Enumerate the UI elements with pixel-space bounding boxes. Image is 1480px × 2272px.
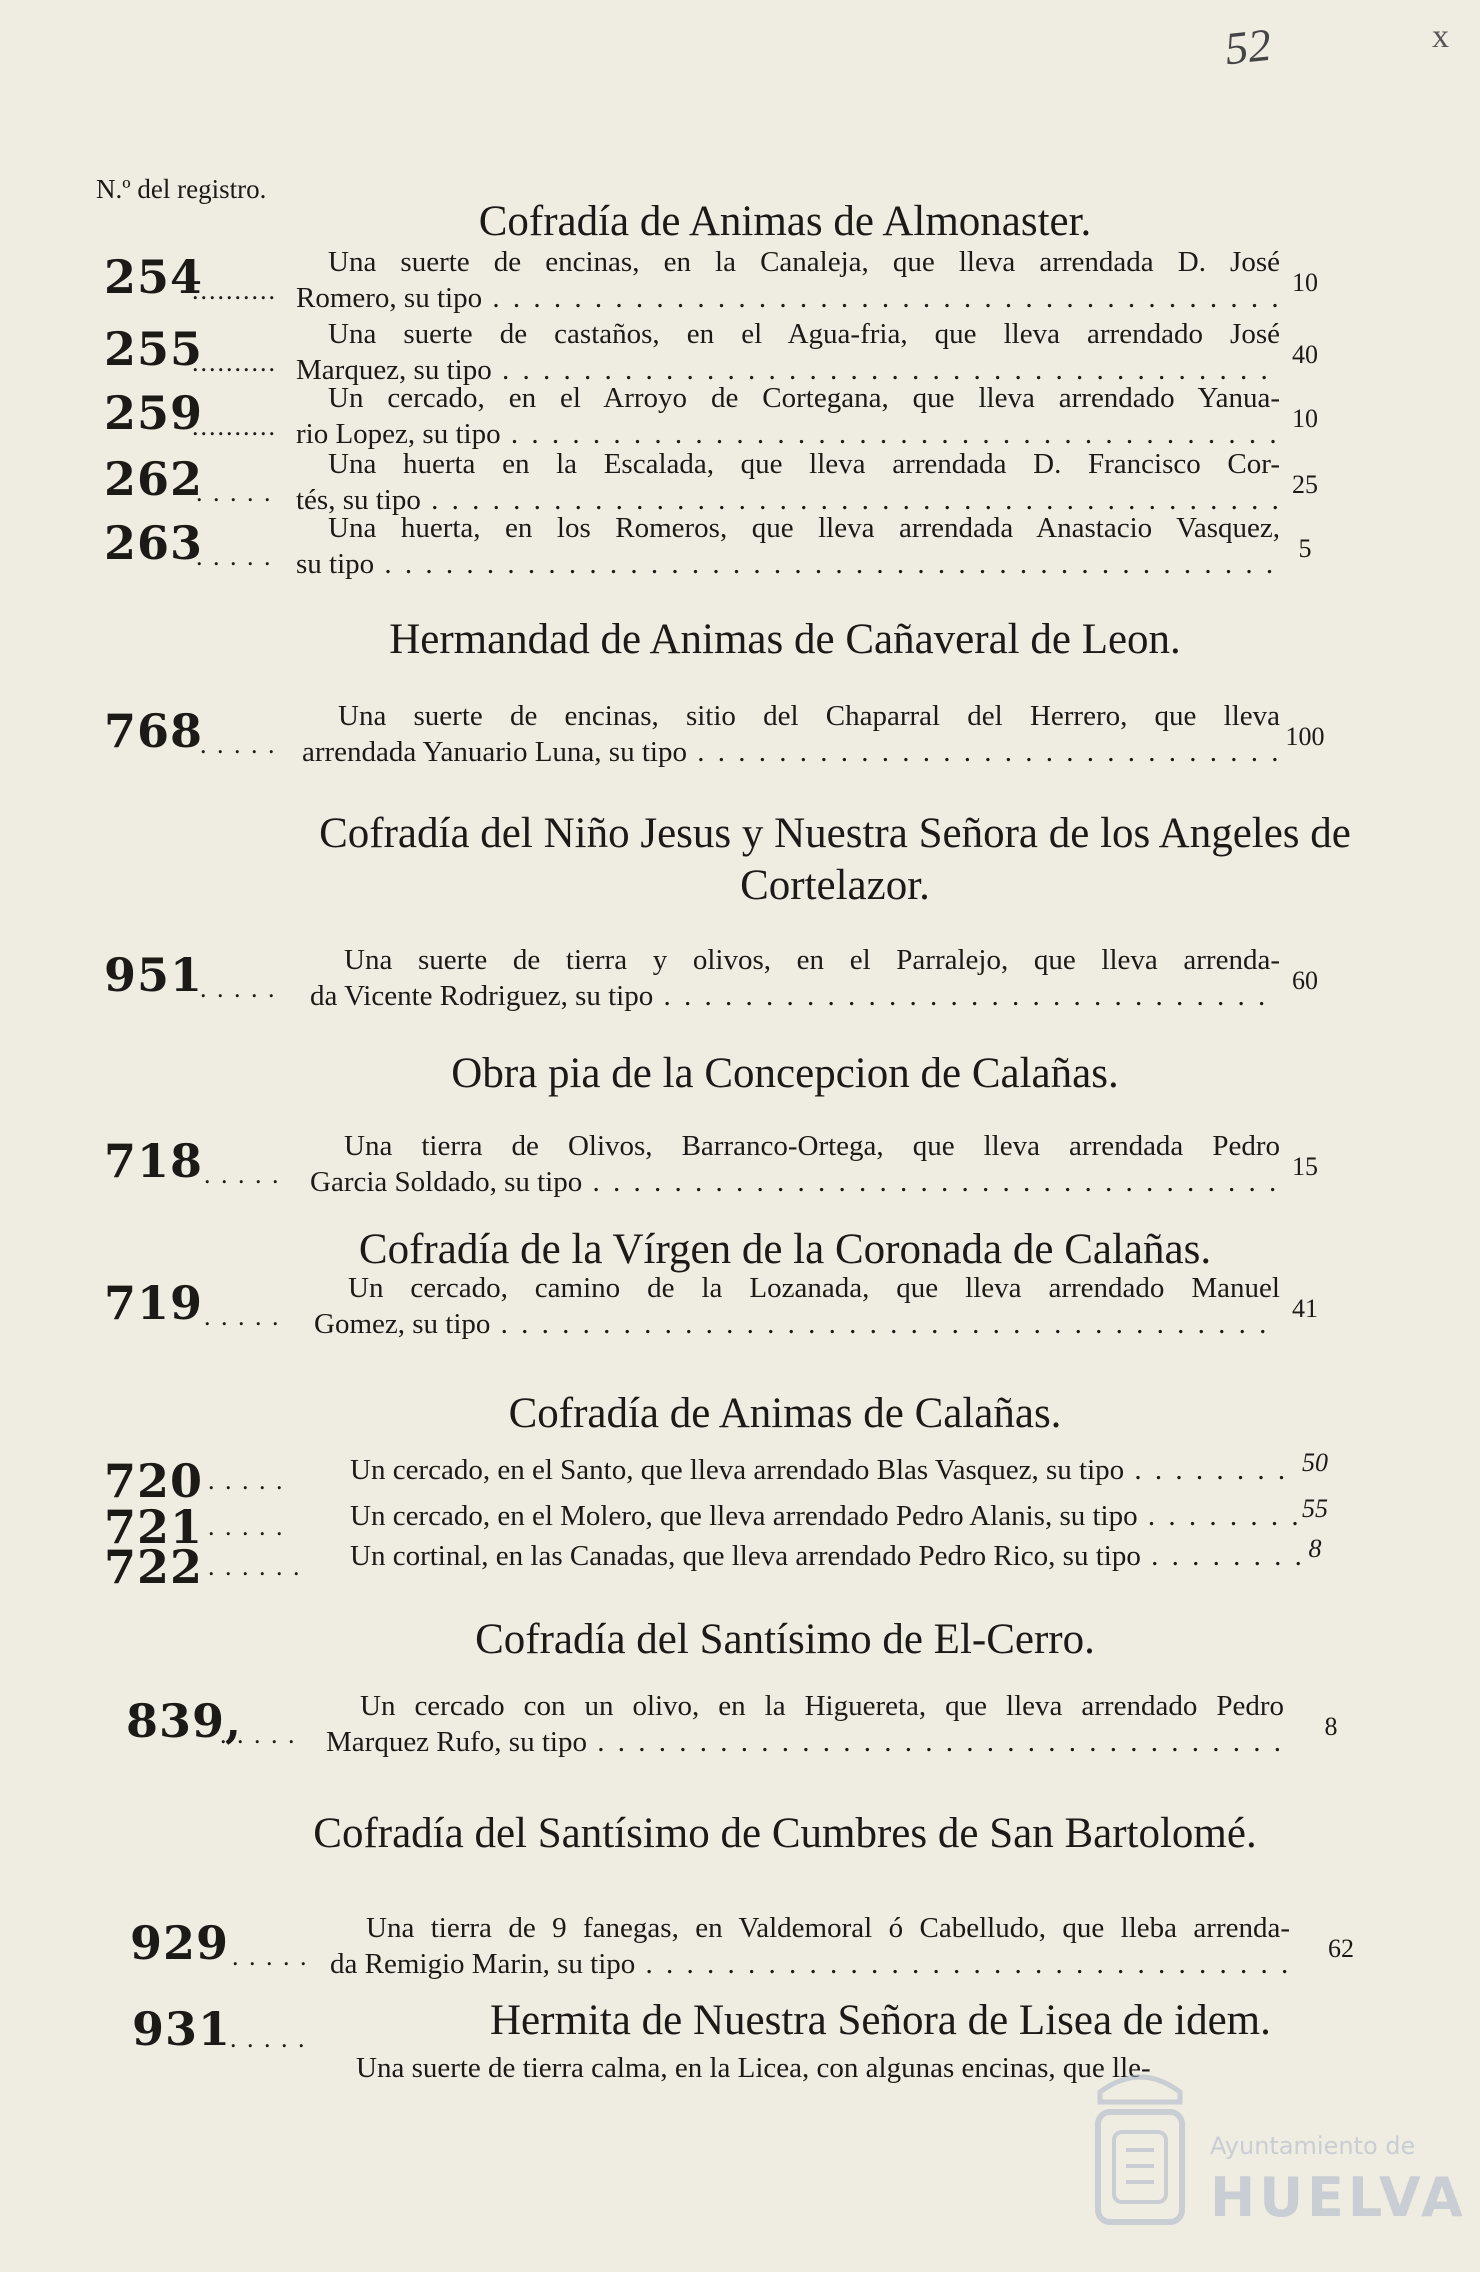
entry-leader: . . . . .: [220, 1720, 297, 1749]
entry-leader: . . . . .: [200, 974, 277, 1003]
entry-amount: 40: [1292, 340, 1318, 369]
entry-text-line2: Gomez, su tipo . . .: [314, 1306, 1280, 1342]
section-heading: Cofradía del Santísimo de Cumbres de San Bartolomé.: [313, 1810, 1257, 1857]
entry-leader: . . . . .: [208, 1512, 285, 1541]
entry-amount: 8: [1324, 1712, 1338, 1741]
entry-amount: 10: [1292, 404, 1318, 433]
register-entry: [0, 698, 1480, 788]
entry-text-line1: Una tierra de Olivos, Barranco-Ortega, que lleva arrendada Pedro: [344, 1130, 1280, 1162]
entry-text-line2: Marquez Rufo, su tipo . . .: [326, 1724, 1284, 1760]
section-heading: Obra pia de la Concepcion de Calañas.: [451, 1050, 1119, 1097]
section-heading: Cofradía de Animas de Calañas.: [508, 1390, 1062, 1437]
section-heading: Hermandad de Animas de Cañaveral de Leon.: [389, 616, 1181, 663]
folio-number: 52: [1222, 18, 1274, 75]
register-entry: [0, 1688, 1480, 1778]
entry-number: 768: [104, 704, 204, 758]
entry-number: 263: [104, 516, 204, 570]
entry-text-line1: Una huerta, en los Romeros, que lleva arrendada Anastacio Vasquez,: [328, 512, 1280, 544]
watermark-line2: HUELVA: [1210, 2166, 1467, 2229]
section-heading: Hermita de Nuestra Señora de Lisea de idem.: [490, 1997, 1271, 2044]
entry-text-line2: Garcia Soldado, su tipo . . .: [310, 1164, 1280, 1200]
entry-amount: 8: [1308, 1534, 1322, 1563]
register-entry: [0, 1534, 1480, 1594]
entry-text-line1: Una huerta en la Escalada, que lleva arrendada D. Francisco Cor-: [328, 448, 1280, 480]
entry-amount: 41: [1292, 1294, 1318, 1323]
watermark-text: [1210, 2132, 1467, 2229]
entry-number: 931: [132, 2002, 232, 2056]
entry-number: 721: [104, 1500, 204, 1554]
entry-amount: 15: [1292, 1152, 1318, 1181]
corner-mark: x: [1432, 18, 1449, 55]
entry-text-line2: rio Lopez, su tipo . . .: [296, 416, 1280, 452]
entry-text-line1: Un cortinal, en las Canadas, que lleva arrendado Pedro Rico, su tipo . . .: [350, 1538, 1300, 1574]
entry-amount: 100: [1285, 722, 1325, 751]
entry-text-line2: da Vicente Rodriguez, su tipo . . .: [310, 978, 1280, 1014]
coat-of-arms-icon: [1070, 2062, 1210, 2272]
entry-leader: . . . . .: [204, 1160, 281, 1189]
entry-text-line2: da Remigio Marin, su tipo . . .: [330, 1946, 1290, 1982]
entry-leader: . . . . .: [208, 1466, 285, 1495]
entry-amount: 25: [1292, 470, 1318, 499]
entry-number: 262: [104, 452, 204, 506]
entry-amount: 62: [1328, 1934, 1354, 1963]
entry-text-line1: Un cercado, camino de la Lozanada, que lleva arrendado Manuel: [348, 1272, 1280, 1304]
entry-number: 719: [104, 1276, 204, 1330]
entry-text-line1: Un cercado con un olivo, en la Higuereta, que lleva arrendado Pedro: [360, 1690, 1284, 1722]
entry-text-line1: Un cercado, en el Santo, que lleva arrendado Blas Vasquez, su tipo . . .: [350, 1452, 1300, 1488]
entry-text-line1: Una suerte de encinas, en la Canaleja, que lleva arrendada D. José: [328, 246, 1280, 278]
entry-text-line1: Un cercado, en el Molero, que lleva arrendado Pedro Alanis, su tipo . . .: [350, 1498, 1300, 1534]
entry-text-line1: Una suerte de tierra calma, en la Licea, con algunas encinas, que lle-: [356, 2052, 1151, 2084]
entry-leader: . . . . .: [196, 542, 273, 571]
watermark-line1: Ayuntamiento de: [1210, 2132, 1416, 2160]
section-heading: Cofradía del Niño Jesus y Nuestra Señora de los Angeles de Cortelazor.: [319, 810, 1351, 909]
register-entry: [0, 1270, 1480, 1360]
entry-text-line2: su tipo . . .: [296, 546, 1280, 582]
entry-leader: . . . . .: [200, 730, 277, 759]
section-heading: Cofradía de Animas de Almonaster.: [478, 198, 1092, 245]
entry-text-line1: Un cercado, en el Arroyo de Cortegana, que lleva arrendado Yanua-: [328, 382, 1280, 414]
entry-number: 929: [130, 1916, 230, 1970]
entry-text-line1: Una suerte de tierra y olivos, en el Parralejo, que lleva arrenda-: [344, 944, 1280, 976]
entry-leader: . . . . .: [204, 1302, 281, 1331]
entry-leader: . . . . .: [232, 1942, 309, 1971]
entry-number: 839,: [126, 1694, 243, 1748]
register-entry: [0, 1448, 1480, 1508]
entry-leader: . . . . .: [196, 478, 273, 507]
entry-number: 720: [104, 1454, 204, 1508]
entry-amount: 60: [1292, 966, 1318, 995]
entry-text-line1: Una tierra de 9 fanegas, en Valdemoral ó Cabelludo, que lleba arrenda-: [366, 1912, 1290, 1944]
register-label: N.º del registro.: [96, 174, 267, 204]
entry-number: 254: [104, 250, 204, 304]
huelva-watermark: [1060, 2062, 1480, 2272]
entry-number: 951: [104, 948, 204, 1002]
register-entry: [0, 942, 1480, 1032]
entry-amount: 55: [1302, 1494, 1328, 1523]
register-entry: [0, 1494, 1480, 1554]
entry-number: 255: [104, 322, 204, 376]
entry-text-line2: tés, su tipo . . .: [296, 482, 1280, 518]
entry-text-line2: Marquez, su tipo . . .: [296, 352, 1280, 388]
entry-leader: . . . . .: [230, 2024, 307, 2053]
section-heading: Cofradía de la Vírgen de la Coronada de Calañas.: [358, 1226, 1212, 1273]
entry-text-line2: arrendada Yanuario Luna, su tipo . . .: [302, 734, 1280, 770]
entry-leader: ..........: [192, 412, 277, 441]
entry-text-line2: Romero, su tipo . . .: [296, 280, 1280, 316]
register-entry: [0, 1128, 1480, 1218]
entry-amount: 10: [1292, 268, 1318, 297]
register-entry: [0, 1910, 1480, 2000]
entry-leader: . . . . . .: [208, 1552, 302, 1581]
entry-text-line1: Una suerte de encinas, sitio del Chaparral del Herrero, que lleva: [338, 700, 1280, 732]
section-heading: Cofradía del Santísimo de El-Cerro.: [475, 1616, 1095, 1663]
entry-amount: 5: [1298, 534, 1312, 563]
register-entry: [0, 510, 1480, 600]
entry-amount: 50: [1302, 1448, 1328, 1477]
entry-leader: ..........: [192, 348, 277, 377]
entry-text-line1: Una suerte de castaños, en el Agua-fria, que lleva arrendado José: [328, 318, 1280, 350]
entry-number: 718: [104, 1134, 204, 1188]
entry-leader: ..........: [192, 276, 277, 305]
entry-number: 722: [104, 1540, 204, 1594]
entry-number: 259: [104, 386, 204, 440]
